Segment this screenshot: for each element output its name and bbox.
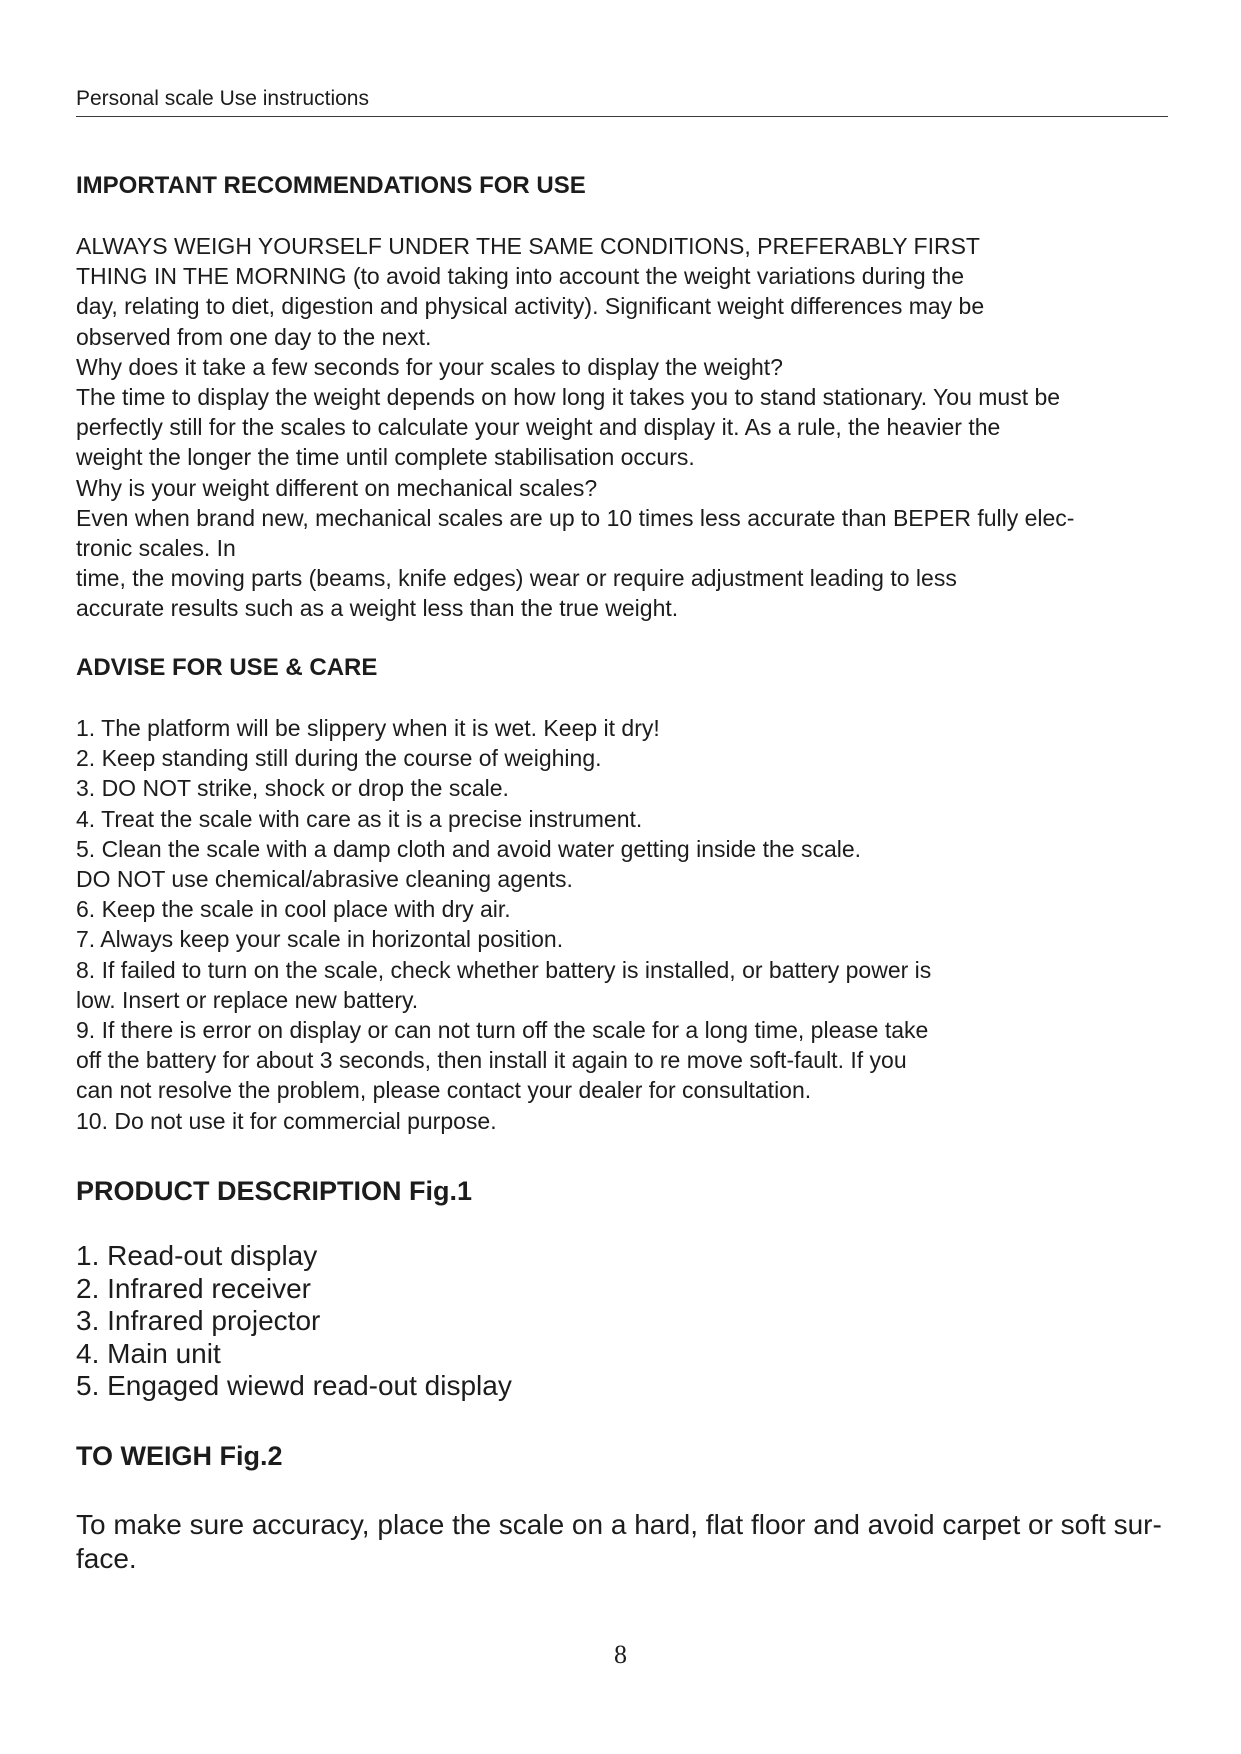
list-item: 2. Infrared receiver [76,1272,311,1304]
paragraph-line: The time to display the weight depends on how long it takes you to stand stationary. You must be [76,384,1061,411]
list-item: off the battery for about 3 seconds, then install it again to re move soft-fault. If you [76,1047,907,1074]
to-weigh-text [76,1508,1176,1576]
paragraph-line: ALWAYS WEIGH YOURSELF UNDER THE SAME CONDITIONS, PREFERABLY FIRST [76,233,980,259]
paragraph-line: day, relating to diet, digestion and physical activity). Significant weight differences may be [76,293,985,320]
paragraph-line: face. [76,1543,137,1574]
list-item: 4. Main unit [76,1337,221,1369]
paragraph-line: time, the moving parts (beams, knife edges) wear or require adjustment leading to less [76,565,957,592]
list-item: DO NOT use chemical/abrasive cleaning agents. [76,866,573,893]
list-item: 6. Keep the scale in cool place with dry air. [76,896,511,923]
heading-important-recommendations: IMPORTANT RECOMMENDATIONS FOR USE [76,172,586,199]
important-recommendations-text [76,231,1176,624]
product-description-list [76,1240,1176,1403]
paragraph-line: weight the longer the time until complete stabilisation occurs. [76,444,695,471]
list-item: can not resolve the problem, please contact your dealer for consultation. [76,1077,812,1104]
paragraph-line: Why does it take a few seconds for your scales to display the weight? [76,353,783,380]
list-item: 3. DO NOT strike, shock or drop the scale. [76,775,509,802]
header-title: Personal scale Use instructions [76,87,369,110]
heading-advise-use-care: ADVISE FOR USE & CARE [76,654,378,681]
heading-to-weigh: TO WEIGH Fig.2 [76,1441,283,1471]
paragraph-line: perfectly still for the scales to calculate your weight and display it. As a rule, the heavier the [76,414,1001,441]
heading-product-description: PRODUCT DESCRIPTION Fig.1 [76,1176,473,1206]
list-item: 10. Do not use it for commercial purpose. [76,1107,497,1134]
list-item: 1. The platform will be slippery when it is wet. Keep it dry! [76,715,660,741]
paragraph-line: tronic scales. In [76,535,236,562]
page-header [76,86,1168,117]
list-item: 5. Clean the scale with a damp cloth and avoid water getting inside the scale. [76,835,862,862]
paragraph-line: Why is your weight different on mechanical scales? [76,474,598,501]
list-item: 4. Treat the scale with care as it is a precise instrument. [76,805,643,832]
paragraph-line: Even when brand new, mechanical scales are up to 10 times less accurate than BEPER fully elec- [76,504,1075,531]
paragraph-line: THING IN THE MORNING (to avoid taking into account the weight variations during the [76,263,965,290]
list-item: 1. Read-out display [76,1240,318,1271]
list-item: low. Insert or replace new battery. [76,986,419,1013]
list-item: 8. If failed to turn on the scale, check whether battery is installed, or battery power is [76,956,932,983]
list-item: 3. Infrared projector [76,1305,321,1337]
paragraph-line: observed from one day to the next. [76,323,432,350]
paragraph-line: To make sure accuracy, place the scale on a hard, flat floor and avoid carpet or soft sur- [76,1509,1162,1540]
advise-use-care-list [76,713,1176,1136]
paragraph-line: accurate results such as a weight less than the true weight. [76,595,679,622]
list-item: 9. If there is error on display or can not turn off the scale for a long time, please take [76,1017,929,1044]
page-number: 8 [614,1640,627,1669]
list-item: 7. Always keep your scale in horizontal position. [76,926,564,953]
list-item: 2. Keep standing still during the course of weighing. [76,745,602,772]
list-item: 5. Engaged wiewd read-out display [76,1370,512,1402]
